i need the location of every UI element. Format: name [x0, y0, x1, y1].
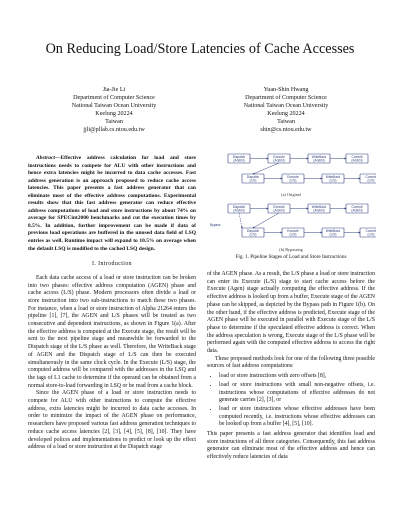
author-block: [0, 86, 400, 146]
pipeline-stage: [282, 174, 304, 183]
left-column: [28, 155, 196, 452]
abstract-lead: Abstract: [36, 155, 55, 161]
author-country: Taiwan: [105, 119, 123, 126]
author-city: Keelung 20224: [267, 111, 305, 118]
right-paragraph-1: of the AGEN phase. As a result, the L/S phase a load or store instruction can enter its Execute (L/S) stage to start cache access before the Execute (Agen) stage actually computing the effective address. If the effective address is looked up from a buffer, Execute stage of the AGEN phase can be skipped, as depicted by the Bypass path in Figure 1(b). On the other hand, if the effective address is predicted, Execute stage of the AGEN phase will be executed in parallel with Execute stage of the L/S phase to determine if the speculated effective address is correct. When the address speculation is wrong, Execute stage of the L/S phase will be performed again with the computed effective address to access the right data.: [207, 271, 375, 355]
pipeline-stage: [242, 228, 264, 237]
stage-phase: (AGEN): [233, 208, 245, 213]
author-university: National Taiwan Ocean University: [71, 103, 157, 110]
stage-phase: (AGEN): [351, 158, 363, 163]
list-item: • load or store instructions with small non-negative offsets, i.e. instructions whose computations of effective addresses do not generate carries [2], [3], or: [219, 382, 375, 405]
author-email: shin@cs.ntou.edu.tw: [260, 127, 312, 134]
list-item: • load or store instructions whose effective addresses have been computed recently, i.e. instructions whose effective addresses can be looked up from a buffer [4], [5], [10].: [219, 406, 375, 429]
stage-phase: (L/S): [367, 232, 375, 237]
list-item: • load or store instructions with zero offsets [8],: [219, 373, 375, 381]
stage-label: WriteBack: [325, 175, 341, 179]
stage-label: WriteBack: [325, 229, 341, 233]
figure-caption: Fig. 1. Pipeline Stages of Load and Store Instructions: [235, 254, 347, 260]
diagram-original: [228, 154, 376, 183]
pipeline-stage: [282, 228, 304, 237]
right-column: [207, 271, 375, 462]
figure-1: [206, 148, 376, 260]
author-2: [201, 86, 371, 135]
pipeline-stage: [346, 154, 368, 163]
stage-phase: (L/S): [329, 178, 337, 183]
right-paragraph-3: This paper presents a fast address generator that identifies load and store instructions of all three categories. Consequently, this fast address generator can eliminate most of the effective address and hence can effectively reduce latencies of data: [207, 431, 375, 461]
pipeline-arrow: [239, 213, 242, 228]
pipeline-stage: [308, 204, 330, 213]
abstract-text: —Effective address calculation for load and store instructions needs to compete for ALU with other instructions and hence extra latencies might be incurred to data cache accesses. Fast address generation is an approach proposed to reduce cache access latencies. This paper presents a fast address generator that can eliminate most of the effective address computations. Experimental results show that this fast address generator can reduce effective address computations of load and store instructions by about 74% on average for SPECint2000 benchmarks and cut the execution times by 8.5%. In addition, further improvement can be made if data of previous load operations are buffered in the unused data field of LSQ entries as well. Runtime impact will expand to 10.5% on average when the default LSQ is modified to the cached LSQ design.: [28, 155, 196, 252]
pipeline-stage: [322, 174, 344, 183]
subfigure-a-label: (a) Original: [281, 192, 301, 197]
pipeline-stage: [346, 204, 368, 213]
pipeline-arrow: [253, 213, 279, 228]
stage-label: Execute: [273, 205, 285, 209]
pipeline-stage: [360, 174, 376, 183]
pipeline-stage: [308, 154, 330, 163]
stage-phase: (AGEN): [273, 158, 285, 163]
author-name: Yuan-Shin Hwang: [263, 87, 309, 93]
stage-phase: (AGEN): [351, 208, 363, 213]
stage-label: Dispatch: [246, 175, 260, 179]
stage-phase: (AGEN): [273, 208, 285, 213]
abstract: [28, 155, 196, 253]
stage-phase: (L/S): [367, 178, 375, 183]
stage-label: Execute: [287, 175, 299, 179]
section-heading: I. Introduction: [91, 261, 133, 268]
pipeline-stage: [268, 204, 290, 213]
pipeline-arrow: [253, 163, 279, 174]
author-city: Keelung 20224: [95, 111, 133, 118]
stage-phase: (AGEN): [313, 208, 325, 213]
author-department: Department of Computer Science: [245, 95, 327, 102]
stage-label: Execute: [287, 229, 299, 233]
right-paragraph-2: These proposed methods look for one of the following three possible sources of fast address computations:: [207, 355, 375, 370]
stage-label: Commit: [351, 155, 363, 159]
stage-phase: (L/S): [249, 232, 257, 237]
intro-paragraph-1: Each data cache access of a load or store instruction can be broken into two phases: effective address computation (AGEN) phase and cache access (L/S) phase. Modern processors often divide a load or store instruction into two sub-instructions to match these two phases. For instance, when a load or store instruction of Alpha 21264 enters the pipeline [1], [7], the AGEN and L/S phases will be treated as two consecutive and dependent instructions, as shown in Figure 1(a). After the effective address is computed at the Execute stage, the result will be sent to the next pipeline stage and meanwhile be forwarded to the Dispatch stage of the L/S phase as well. Therefore, the WriteBack stage of AGEN and the Dispatch stage of L/S can then be executed simultaneously in the same clock cycle. In the Execute (L/S) stage, the computed address will be compared with the addresses in the LSQ and the tags of L1 cache to determine if the operand can be obtained from a normal store-to-load forwarding in LSQ or be read from a cache block.: [28, 274, 196, 389]
pipeline-stage: [228, 204, 250, 213]
stage-label: Execute: [273, 155, 285, 159]
stage-phase: (L/S): [289, 178, 297, 183]
author-1: [29, 86, 199, 135]
stage-phase: (L/S): [329, 232, 337, 237]
stage-label: Commit: [365, 175, 376, 179]
author-email: jjli@pllab.cs.ntou.edu.tw: [83, 127, 145, 134]
stage-label: Dispatch: [246, 229, 260, 233]
pipeline-stage: [228, 154, 250, 163]
stage-label: Commit: [351, 205, 363, 209]
author-country: Taiwan: [277, 119, 295, 126]
pipeline-stage: [242, 174, 264, 183]
subfigure-b-label: (b) Bypassing: [279, 247, 303, 252]
stage-label: Dispatch: [232, 155, 246, 159]
stage-phase: (AGEN): [313, 158, 325, 163]
bypass-label: Bypass: [210, 223, 221, 227]
diagram-bypassing: [210, 204, 376, 237]
intro-paragraph-2: Since the AGEN phase of a load or store instruction needs to compete for ALU with other instructions to compute the effective address, extra latencies might be incurred to data cache accesses. In order to minimize the impact of the AGEN phase on performance, researchers have proposed various fast address generation techniques to reduce cache access latencies [2], [3], [4], [5], [8], [10]. They have developed polices and implementations to predict or look up the effect address of a load or store instruction at the Dispatch stage: [28, 390, 196, 451]
stage-phase: (L/S): [249, 178, 257, 183]
stage-label: WriteBack: [311, 155, 327, 159]
pipeline-stage: [268, 154, 290, 163]
pipeline-stage: [360, 228, 376, 237]
source-list: [207, 373, 375, 429]
pipeline-diagram: [206, 148, 376, 256]
paper-title: On Reducing Load/Store Latencies of Cache Accesses: [45, 41, 355, 57]
stage-phase: (AGEN): [233, 158, 245, 163]
stage-phase: (L/S): [289, 232, 297, 237]
author-name: Jia-Jie Li: [102, 87, 126, 93]
stage-label: Dispatch: [232, 205, 246, 209]
author-department: Department of Computer Science: [73, 95, 155, 102]
author-university: National Taiwan Ocean University: [243, 103, 329, 110]
stage-label: Commit: [365, 229, 376, 233]
pipeline-stage: [322, 228, 344, 237]
stage-label: WriteBack: [311, 205, 327, 209]
